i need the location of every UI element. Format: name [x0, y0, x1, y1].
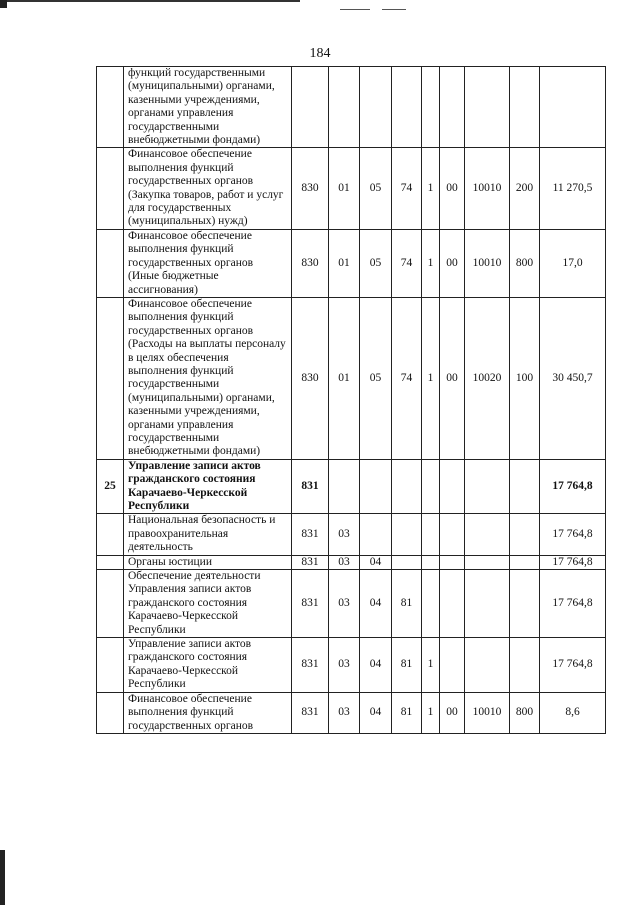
row-name-cell: Национальная безопасность и правоохранительная деятельность [124, 514, 292, 555]
table-row [97, 692, 606, 733]
expense-type-cell: 800 [510, 692, 540, 733]
direction-code-cell: 10010 [465, 692, 510, 733]
budget-table [96, 66, 606, 734]
event-code-cell: 00 [440, 297, 465, 459]
event-code-cell: 00 [440, 229, 465, 297]
subsection-code-cell [360, 459, 392, 514]
amount-cell: 17 764,8 [540, 555, 606, 569]
program-code-cell: 74 [392, 229, 422, 297]
direction-code-cell [465, 67, 510, 148]
amount-cell: 17,0 [540, 229, 606, 297]
row-number-cell [97, 555, 124, 569]
direction-code-cell: 10010 [465, 229, 510, 297]
event-code-cell: 00 [440, 692, 465, 733]
amount-cell: 17 764,8 [540, 514, 606, 555]
direction-code-cell [465, 555, 510, 569]
expense-type-cell [510, 570, 540, 638]
row-name-cell: Финансовое обеспечение выполнения функций государственных органов (Закупка товаров, работ и услуг для государственных (муниципальных) нужд) [124, 148, 292, 229]
admin-code-cell: 831 [292, 638, 329, 693]
amount-cell: 11 270,5 [540, 148, 606, 229]
subprogram-code-cell: 1 [422, 148, 440, 229]
expense-type-cell [510, 514, 540, 555]
admin-code-cell: 830 [292, 148, 329, 229]
subprogram-code-cell: 1 [422, 297, 440, 459]
subsection-code-cell [360, 67, 392, 148]
admin-code-cell: 831 [292, 555, 329, 569]
program-code-cell: 74 [392, 297, 422, 459]
subprogram-code-cell [422, 514, 440, 555]
table-row [97, 297, 606, 459]
table-row [97, 638, 606, 693]
section-code-cell: 03 [329, 638, 360, 693]
table-row [97, 148, 606, 229]
section-code-cell [329, 67, 360, 148]
row-name-cell: Финансовое обеспечение выполнения функций государственных органов [124, 692, 292, 733]
scan-edge-top [0, 0, 300, 2]
subprogram-code-cell [422, 555, 440, 569]
subsection-code-cell: 04 [360, 638, 392, 693]
program-code-cell [392, 555, 422, 569]
program-code-cell [392, 459, 422, 514]
subsection-code-cell: 04 [360, 555, 392, 569]
program-code-cell: 74 [392, 148, 422, 229]
section-code-cell: 03 [329, 570, 360, 638]
section-code-cell [329, 459, 360, 514]
subsection-code-cell: 05 [360, 297, 392, 459]
row-name-cell: Финансовое обеспечение выполнения функций государственных органов (Расходы на выплаты персоналу в целях обеспечения выполнения функций государственными (муниципальными) органами, казенными учреждениями, органами управления государственными внебюджетными фондами) [124, 297, 292, 459]
table-row [97, 229, 606, 297]
row-number-cell [97, 148, 124, 229]
admin-code-cell: 831 [292, 570, 329, 638]
amount-cell: 17 764,8 [540, 638, 606, 693]
scan-edge-left [0, 0, 7, 8]
subsection-code-cell: 05 [360, 148, 392, 229]
section-code-cell: 03 [329, 692, 360, 733]
direction-code-cell: 10010 [465, 148, 510, 229]
section-code-cell: 01 [329, 229, 360, 297]
subprogram-code-cell: 1 [422, 638, 440, 693]
subsection-code-cell: 04 [360, 692, 392, 733]
row-number-cell [97, 67, 124, 148]
expense-type-cell [510, 459, 540, 514]
admin-code-cell: 831 [292, 459, 329, 514]
amount-cell: 17 764,8 [540, 459, 606, 514]
section-code-cell: 01 [329, 148, 360, 229]
direction-code-cell [465, 638, 510, 693]
table-row [97, 555, 606, 569]
admin-code-cell: 830 [292, 229, 329, 297]
amount-cell [540, 67, 606, 148]
program-code-cell: 81 [392, 692, 422, 733]
table-row [97, 67, 606, 148]
expense-type-cell [510, 638, 540, 693]
row-name-cell: Обеспечение деятельности Управления записи актов гражданского состояния Карачаево-Черкесской Республики [124, 570, 292, 638]
scan-artifact [382, 9, 406, 10]
subsection-code-cell: 04 [360, 570, 392, 638]
expense-type-cell: 200 [510, 148, 540, 229]
table-row [97, 459, 606, 514]
amount-cell: 30 450,7 [540, 297, 606, 459]
subprogram-code-cell [422, 570, 440, 638]
event-code-cell [440, 459, 465, 514]
row-name-cell: Управление записи актов гражданского состояния Карачаево-Черкесской Республики [124, 459, 292, 514]
scan-artifact [340, 9, 370, 10]
direction-code-cell [465, 570, 510, 638]
subprogram-code-cell [422, 67, 440, 148]
row-name-cell: функций государственными (муниципальными) органами, казенными учреждениями, органами управления государственными внебюджетными фондами) [124, 67, 292, 148]
amount-cell: 17 764,8 [540, 570, 606, 638]
amount-cell: 8,6 [540, 692, 606, 733]
row-number-cell [97, 297, 124, 459]
subprogram-code-cell [422, 459, 440, 514]
section-code-cell: 03 [329, 555, 360, 569]
direction-code-cell [465, 459, 510, 514]
row-number-cell [97, 692, 124, 733]
expense-type-cell: 100 [510, 297, 540, 459]
row-number-cell [97, 570, 124, 638]
program-code-cell: 81 [392, 570, 422, 638]
admin-code-cell: 831 [292, 692, 329, 733]
section-code-cell: 03 [329, 514, 360, 555]
section-code-cell: 01 [329, 297, 360, 459]
scan-edge-left-bottom [0, 850, 5, 905]
direction-code-cell: 10020 [465, 297, 510, 459]
row-name-cell: Управление записи актов гражданского состояния Карачаево-Черкесской Республики [124, 638, 292, 693]
event-code-cell [440, 67, 465, 148]
program-code-cell: 81 [392, 638, 422, 693]
event-code-cell: 00 [440, 148, 465, 229]
admin-code-cell [292, 67, 329, 148]
table-row [97, 514, 606, 555]
event-code-cell [440, 570, 465, 638]
subprogram-code-cell: 1 [422, 229, 440, 297]
program-code-cell [392, 514, 422, 555]
subsection-code-cell: 05 [360, 229, 392, 297]
table-row [97, 570, 606, 638]
subsection-code-cell [360, 514, 392, 555]
row-number-cell [97, 638, 124, 693]
event-code-cell [440, 638, 465, 693]
expense-type-cell [510, 67, 540, 148]
admin-code-cell: 831 [292, 514, 329, 555]
subprogram-code-cell: 1 [422, 692, 440, 733]
row-number-cell [97, 229, 124, 297]
event-code-cell [440, 555, 465, 569]
row-name-cell: Финансовое обеспечение выполнения функций государственных органов (Иные бюджетные ассигнования) [124, 229, 292, 297]
row-number-cell [97, 514, 124, 555]
expense-type-cell: 800 [510, 229, 540, 297]
direction-code-cell [465, 514, 510, 555]
row-name-cell: Органы юстиции [124, 555, 292, 569]
admin-code-cell: 830 [292, 297, 329, 459]
expense-type-cell [510, 555, 540, 569]
program-code-cell [392, 67, 422, 148]
page-number: 184 [309, 46, 331, 61]
event-code-cell [440, 514, 465, 555]
row-number-cell: 25 [97, 459, 124, 514]
